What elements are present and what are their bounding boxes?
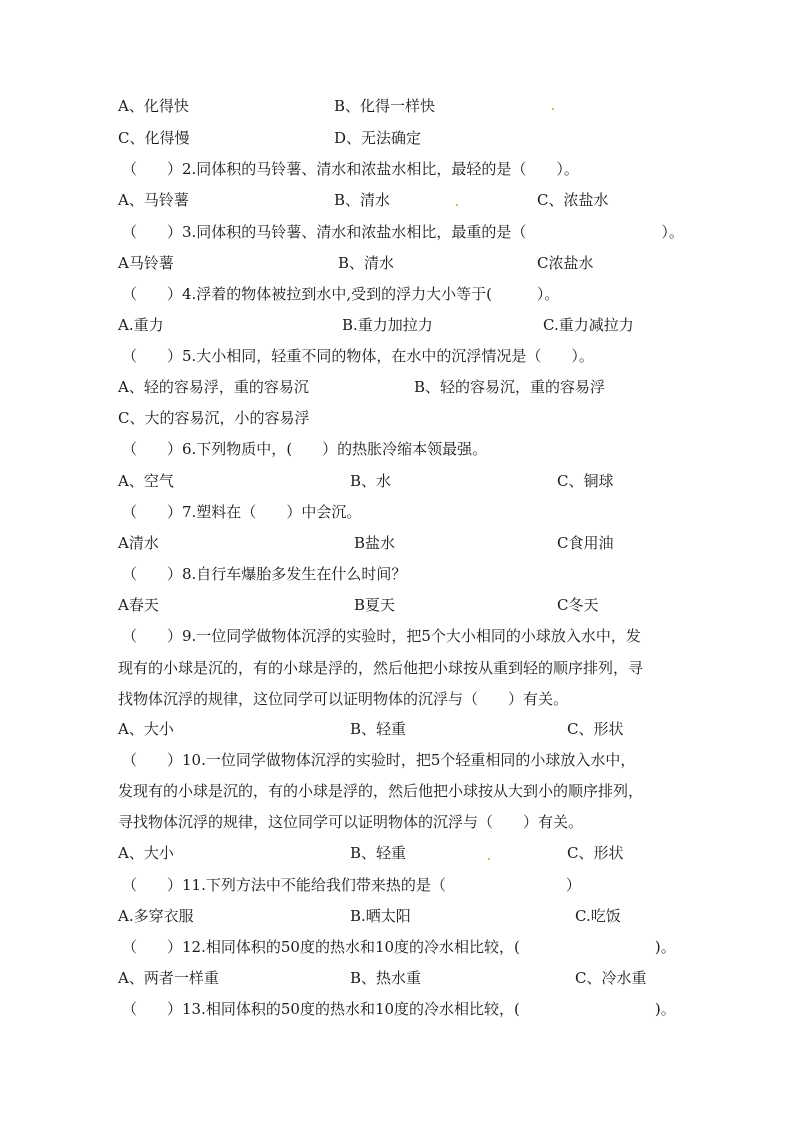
options-row: [0, 531, 794, 555]
question-text: （ ）6.下列物质中，( ）的热胀冷缩本领最强。: [122, 440, 488, 458]
options-row: [0, 94, 794, 118]
question-text: （ ）2.同体积的马铃薯、清水和浓盐水相比，最轻的是（ ）。: [122, 160, 579, 178]
answer-option: C、形状: [567, 720, 624, 738]
answer-option: A、空气: [118, 472, 174, 490]
question-line: [0, 157, 794, 181]
answer-option: A马铃薯: [118, 254, 174, 272]
question-line: [0, 282, 794, 306]
continuation-text: 寻找物体沉浮的规律，这位同学可以证明物体的沉浮与（ ）有关。: [118, 813, 584, 831]
question-text: （ ）9.一位同学做物体沉浮的实验时，把5个大小相同的小球放入水中，发: [122, 627, 641, 645]
options-row: [0, 904, 794, 928]
answer-option: C.吃饭: [575, 907, 621, 925]
answer-option: B.晒太阳: [350, 907, 411, 925]
options-row: [0, 313, 794, 337]
question-continuation: [0, 779, 794, 803]
options-row: [0, 469, 794, 493]
question-text: （ ）4.浮着的物体被拉到水中,受到的浮力大小等于( ）。: [122, 285, 560, 303]
answer-option: A、化得快: [118, 97, 189, 115]
answer-option: C、浓盐水: [537, 191, 609, 209]
answer-option: C、冷水重: [575, 969, 647, 987]
options-row: [0, 126, 794, 150]
question-continuation: [0, 656, 794, 680]
answer-option: B、热水重: [350, 969, 422, 987]
question-line: [0, 437, 794, 461]
answer-option: B、水: [350, 472, 392, 490]
options-row: [0, 406, 794, 430]
question-text: （ ）11.下列方法中不能给我们带来热的是（ ）: [122, 876, 581, 894]
question-line: [0, 997, 794, 1021]
answer-option: C、形状: [567, 844, 624, 862]
answer-option: C.重力减拉力: [543, 316, 634, 334]
answer-option: B、轻重: [350, 844, 407, 862]
question-text: （ ）8.自行车爆胎多发生在什么时间？: [122, 565, 407, 583]
question-text: （ ）12.相同体积的50度的热水和10度的冷水相比较，( )。: [122, 938, 676, 956]
answer-option: A春天: [118, 596, 159, 614]
question-text: （ ）13.相同体积的50度的热水和10度的冷水相比较，( )。: [122, 1000, 676, 1018]
answer-option: C浓盐水: [537, 254, 594, 272]
answer-option: C冬天: [557, 596, 599, 614]
answer-option: B盐水: [354, 534, 396, 552]
question-text: （ ）3.同体积的马铃薯、清水和浓盐水相比，最重的是（ ）。: [122, 223, 684, 241]
answer-option: A、两者一样重: [118, 969, 219, 987]
question-line: [0, 562, 794, 586]
answer-option: A、轻的容易浮，重的容易沉: [118, 378, 309, 396]
answer-option: C、大的容易沉，小的容易浮: [118, 409, 310, 427]
answer-option: C食用油: [557, 534, 614, 552]
continuation-text: 发现有的小球是沉的，有的小球是浮的，然后他把小球按从大到小的顺序排列，: [118, 782, 644, 800]
answer-option: B、化得一样快: [334, 97, 436, 115]
answer-option: A、马铃薯: [118, 191, 189, 209]
question-continuation: [0, 687, 794, 711]
answer-option: B.重力加拉力: [342, 316, 433, 334]
answer-option: A.多穿衣服: [118, 907, 194, 925]
question-line: [0, 873, 794, 897]
answer-option: B、清水: [338, 254, 395, 272]
question-text: （ ）5.大小相同，轻重不同的物体，在水中的沉浮情况是（ ）。: [122, 347, 594, 365]
answer-option: A、大小: [118, 844, 174, 862]
question-line: [0, 624, 794, 648]
question-line: [0, 500, 794, 524]
answer-option: A清水: [118, 534, 159, 552]
answer-option: C、化得慢: [118, 129, 190, 147]
question-text: （ ）10.一位同学做物体沉浮的实验时，把5个轻重相同的小球放入水中，: [122, 751, 636, 769]
continuation-text: 找物体沉浮的规律，这位同学可以证明物体的沉浮与（ ）有关。: [118, 690, 569, 708]
question-line: [0, 220, 794, 244]
answer-option: B夏天: [354, 596, 396, 614]
answer-option: B、清水: [334, 191, 391, 209]
question-line: [0, 344, 794, 368]
question-line: [0, 748, 794, 772]
answer-option: A、大小: [118, 720, 174, 738]
question-continuation: [0, 810, 794, 834]
question-text: （ ）7.塑料在（ ）中会沉。: [122, 503, 362, 521]
options-row: [0, 375, 794, 399]
answer-option: B、轻重: [350, 720, 407, 738]
question-line: [0, 935, 794, 959]
options-row: [0, 717, 794, 741]
options-row: [0, 188, 794, 212]
answer-option: A.重力: [118, 316, 164, 334]
options-row: [0, 966, 794, 990]
options-row: [0, 251, 794, 275]
answer-option: B、轻的容易沉，重的容易浮: [414, 378, 606, 396]
options-row: [0, 593, 794, 617]
answer-option: C、铜球: [557, 472, 614, 490]
options-row: [0, 841, 794, 865]
continuation-text: 现有的小球是沉的，有的小球是浮的，然后他把小球按从重到轻的顺序排列，寻: [118, 659, 644, 677]
answer-option: D、无法确定: [334, 129, 422, 147]
